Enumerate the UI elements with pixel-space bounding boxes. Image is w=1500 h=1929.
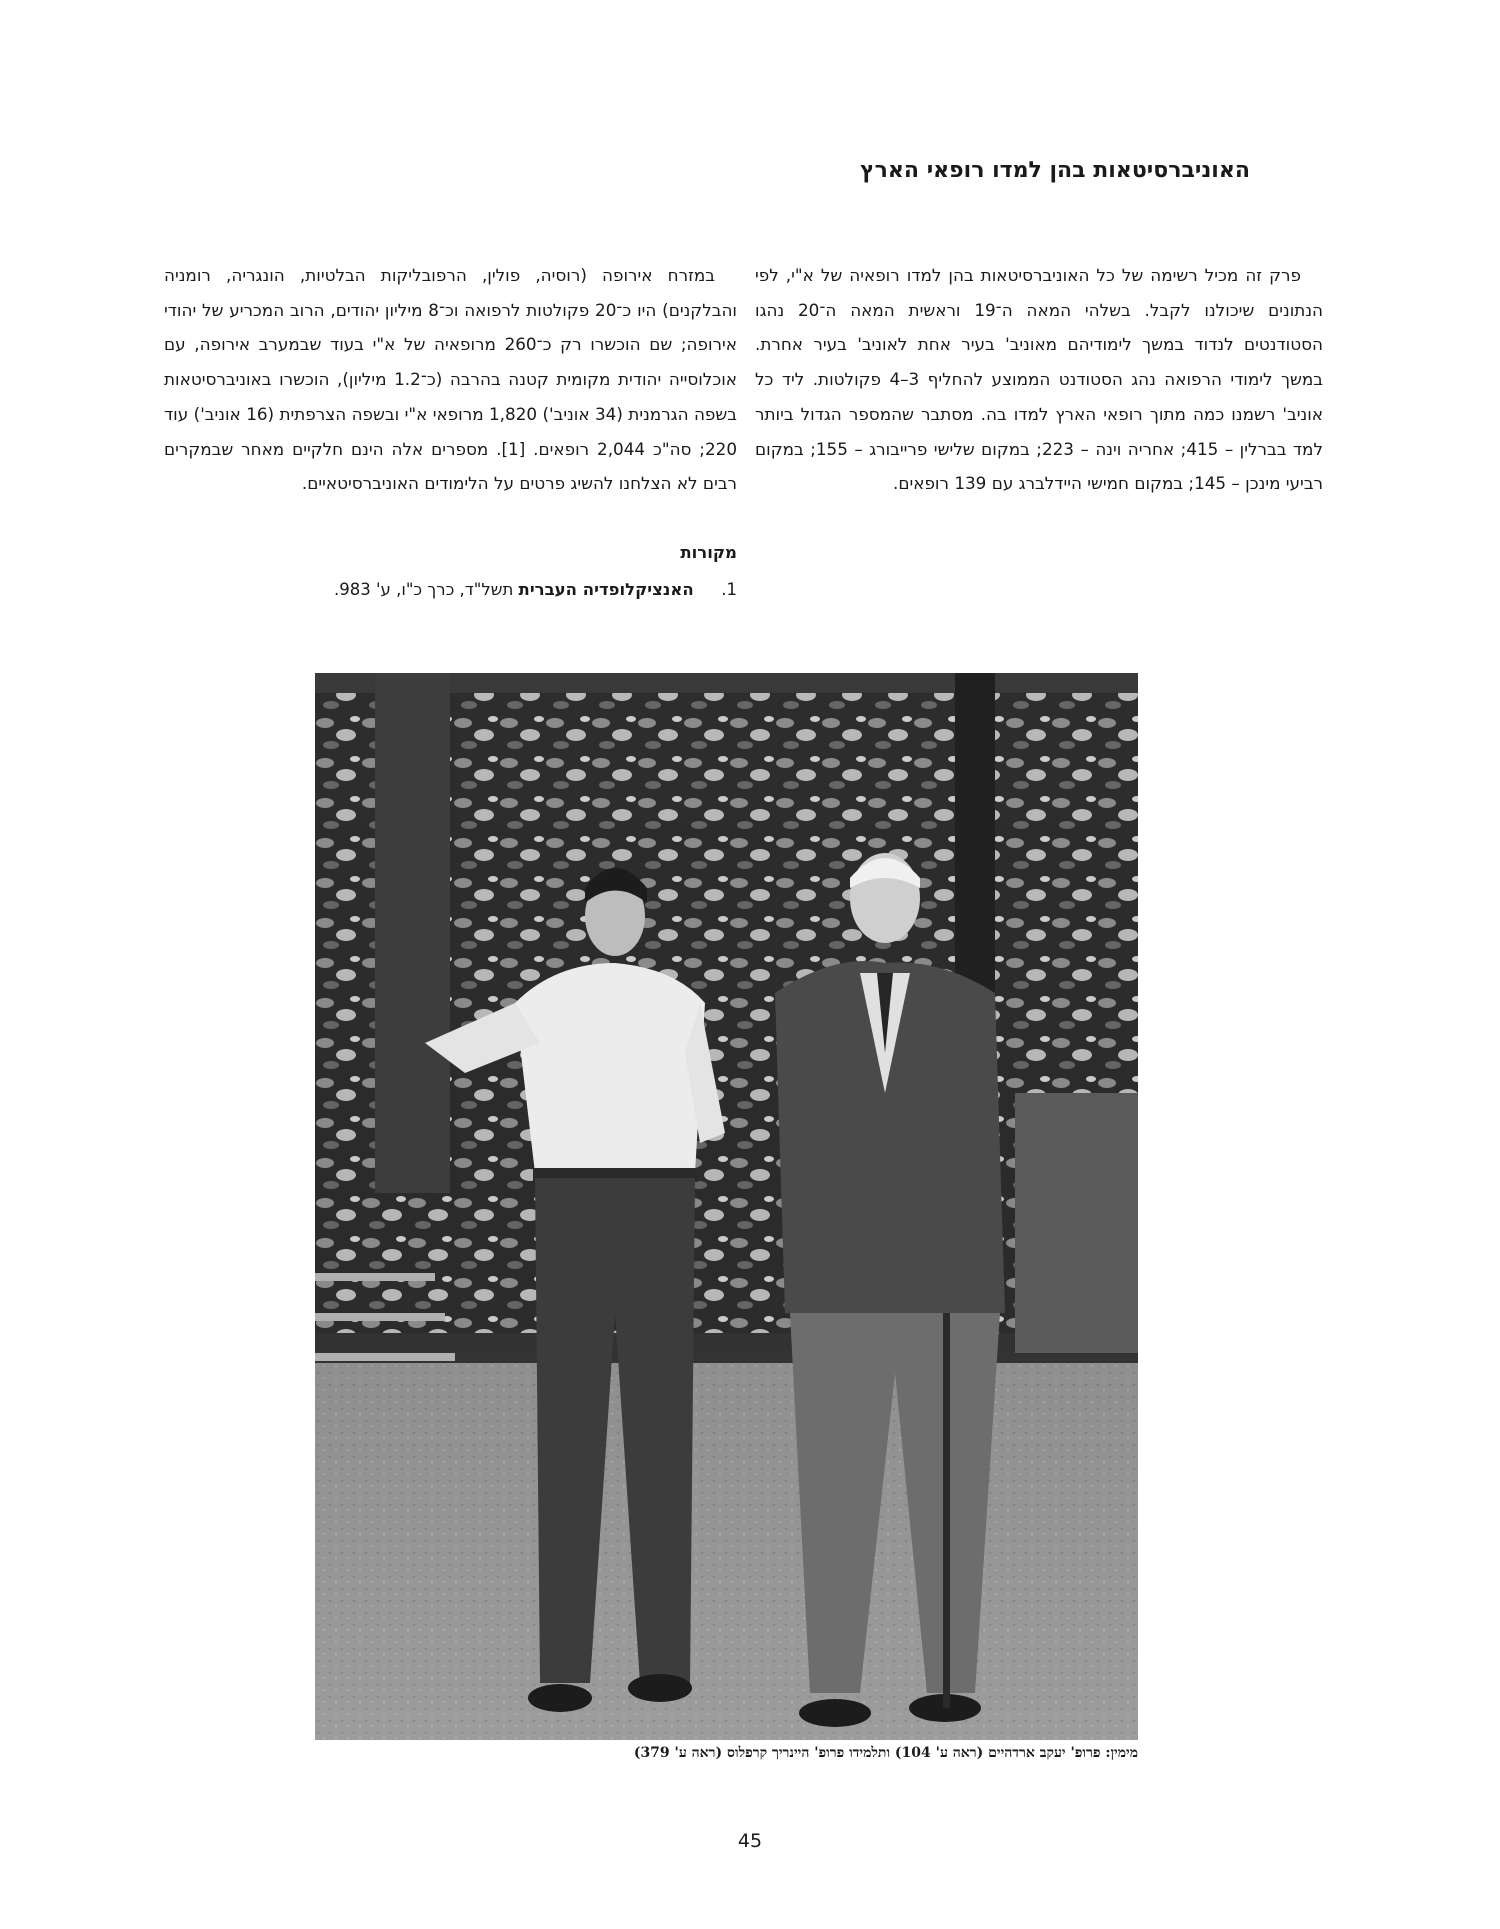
page-title: האוניברסיטאות בהן למדו רופאי הארץ: [860, 158, 1250, 183]
source-number: 1.: [721, 580, 737, 599]
black-and-white-photograph: [315, 673, 1138, 1740]
sources-heading: מקורות: [680, 543, 737, 562]
intro-paragraph: פרק זה מכיל רשימה של כל האוניברסיטאות בהן למדו רופאיה של א"י, לפי הנתונים שיכולנו לקבל. בשלהי המאה ה־19 וראשית המאה ה־20 נהגו הסטודנטים לנדוד במשך לימודיהם מאוניב' בעיר אחת לאוניב' בעיר אחרת. במשך לימודי הרפואה נהג הסטודנט הממוצע להחליף 3–4 פקולטות. ליד כל אוניב' רשמנו כמה מתוך רופאי הארץ למדו בה. מסתבר שהמספר הגדול ביותר למד בברלין – 415; אחריה וינה – 223; במקום שלישי פרייבורג – 155; במקום רביעי מינכן – 145; במקום חמישי היידלברג עם 139 רופאים.: [755, 265, 1323, 494]
source-title: האנציקלופדיה העברית: [518, 580, 694, 599]
photo-caption: מימין: פרופ' יעקב ארדהיים (ראה ע' 104) ותלמידו פרופ' היינריך קרפלוס (ראה ע' 379): [633, 1745, 1138, 1761]
source-item: [164, 580, 737, 599]
statistics-paragraph: במזרח אירופה (רוסיה, פולין, הרפובליקות הבלטיות, הונגריה, רומניה והבלקנים) היו כ־20 פקולטות לרפואה וכ־8 מיליון יהודים, הרוב המכריע של יהודי אירופה; שם הוכשרו רק כ־260 מרופאיה של א"י בעוד שבמערב אירופה, עם אוכלוסייה יהודית מקומית קטנה בהרבה (כ־1.2 מיליון), הוכשרו באוניברסיטאות בשפה הגרמנית (34 אוניב') 1,820 מרופאי א"י ובשפה הצרפתית (16 אוניב') עוד 220; סה"כ 2,044 רופאים. [1]. מספרים אלה הינם חלקיים מאחר שבמקרים רבים לא הצלחנו להשיג פרטים על הלימודים האוניברסיטאיים.: [164, 265, 738, 494]
left-text-column: [164, 258, 737, 501]
right-text-column: [755, 258, 1323, 501]
page-number: 45: [737, 1830, 763, 1852]
photo-illustration: [315, 673, 1138, 1740]
source-details: תשל"ד, כרך כ"ו, ע' 983.: [333, 580, 519, 599]
